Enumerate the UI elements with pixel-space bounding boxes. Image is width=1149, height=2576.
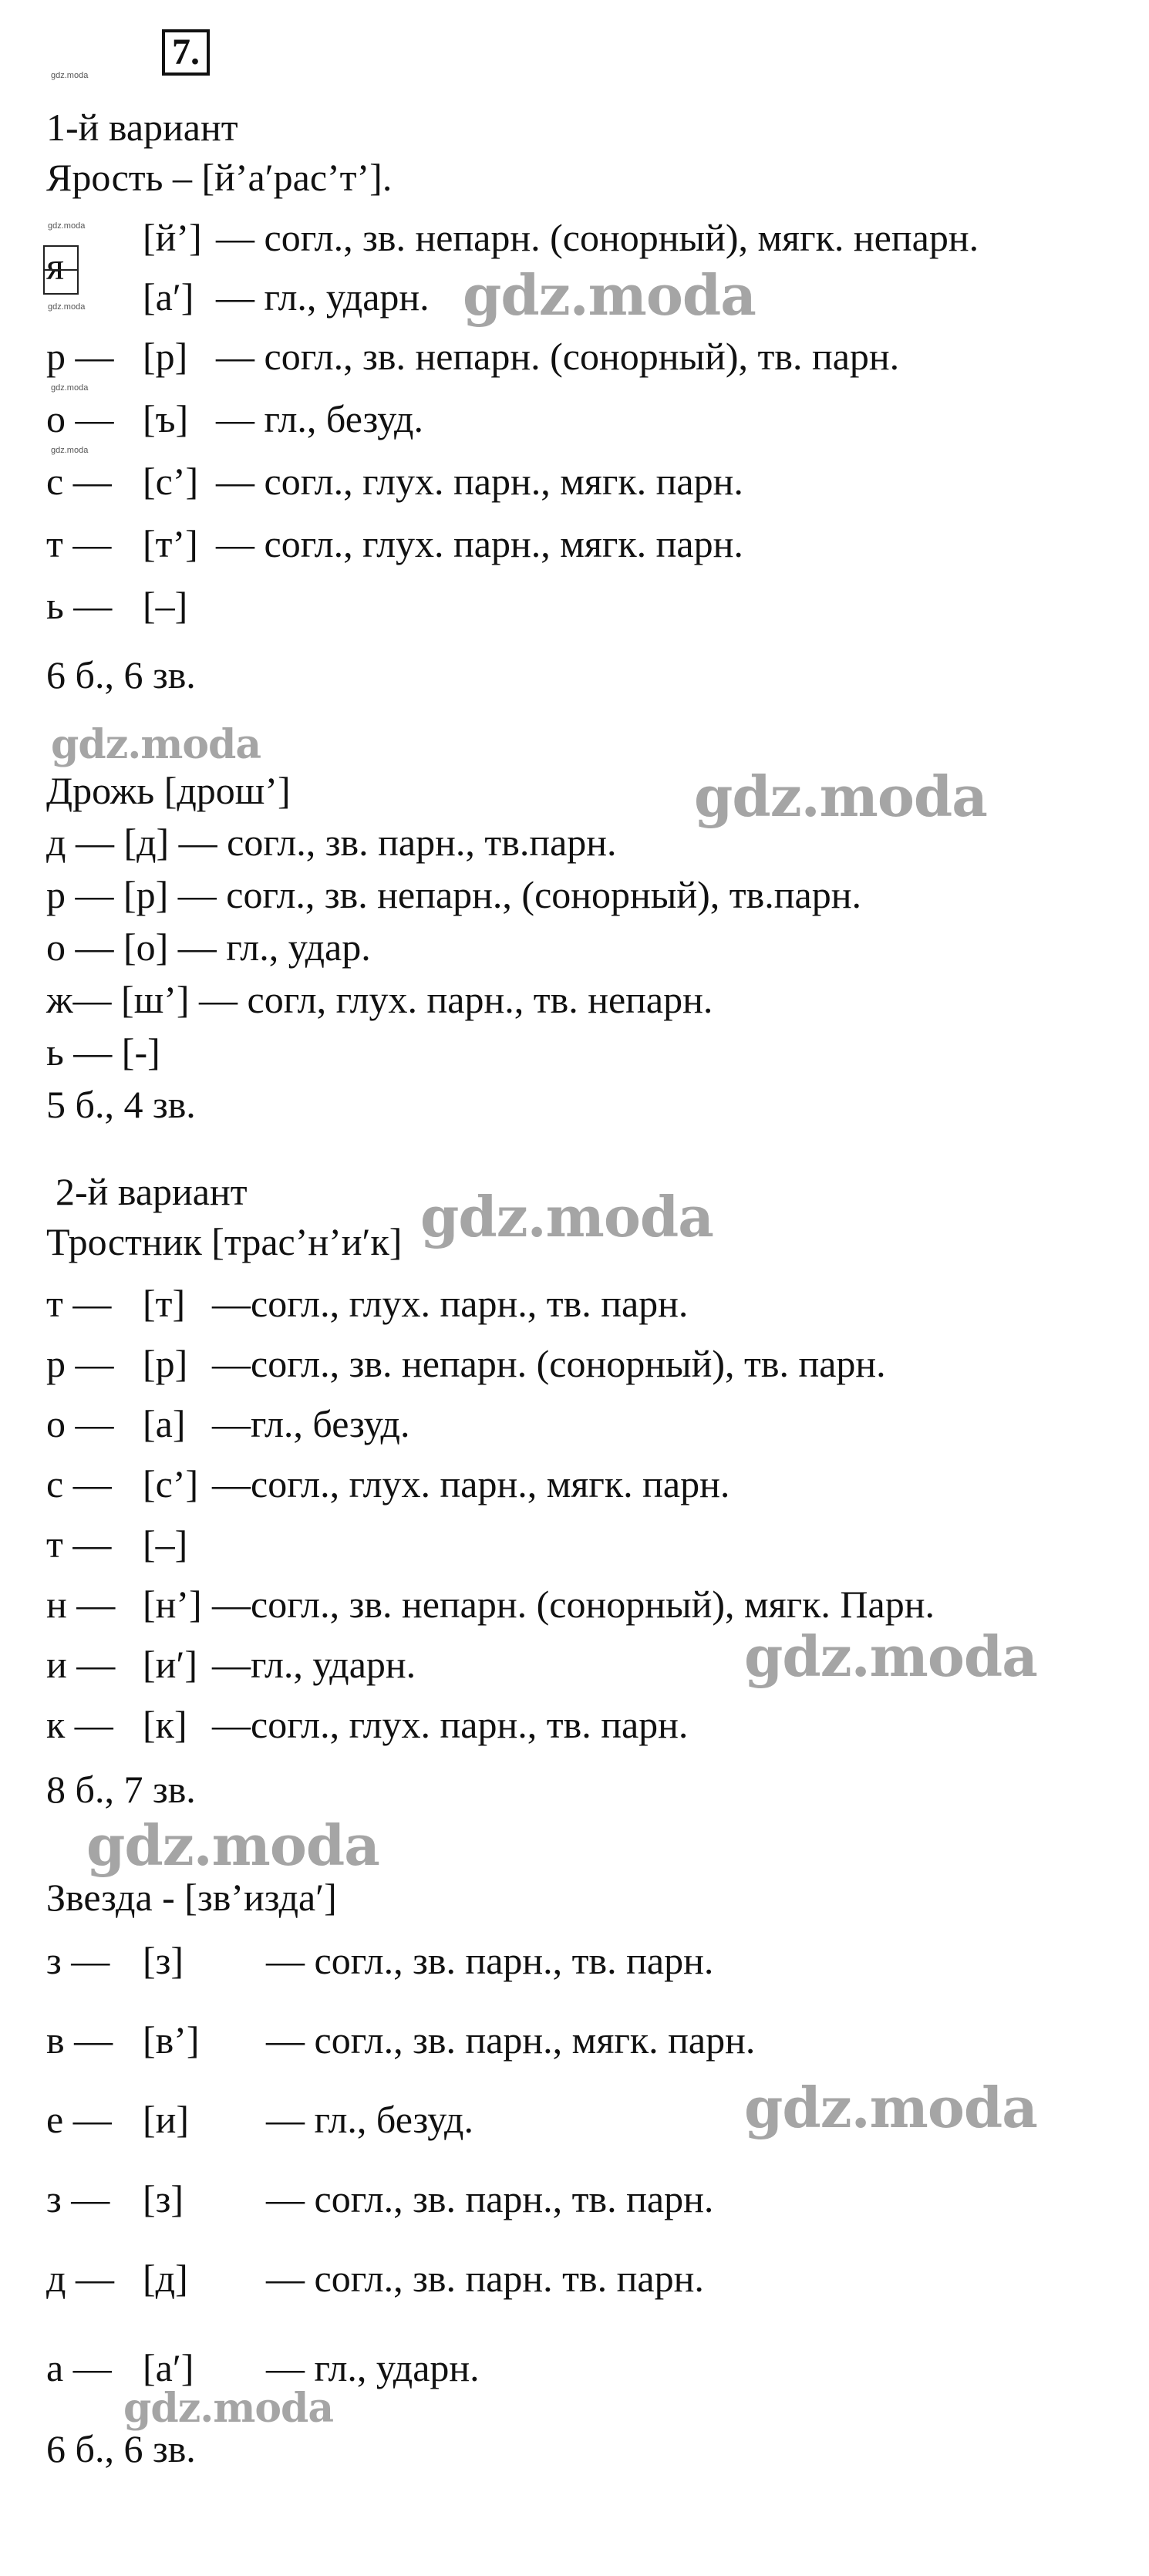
word-title-yarost: Ярость – [й’а′рас’т’]. — [46, 156, 393, 199]
row-letter: т — — [46, 1522, 112, 1566]
sound-row — [46, 582, 1141, 629]
row-sound: [к] — [143, 1703, 187, 1746]
row-letter: е — — [46, 2098, 112, 2141]
watermark-small: gdz.moda — [51, 71, 89, 80]
summary: 5 б., 4 зв. — [46, 1083, 196, 1126]
row-letter: з — — [46, 2177, 110, 2220]
row-letter: о — — [46, 397, 114, 440]
watermark-big: gdz.moda — [86, 1812, 379, 1878]
row-letter: т — — [46, 1282, 112, 1325]
drozh-line: о — [о] — гл., удар. — [46, 926, 371, 969]
row-sound: [н’] — [143, 1583, 202, 1626]
row-sound: [а′] — [143, 2346, 194, 2389]
watermark-big: gdz.moda — [694, 764, 987, 829]
drozh-line: ж— [ш’] — согл, глух. парн., тв. непарн. — [46, 978, 713, 1021]
sound-row — [46, 2255, 1141, 2301]
box-letter: я — [46, 244, 64, 288]
sound-row — [46, 458, 1141, 504]
row-desc: — гл., безуд. — [266, 2098, 473, 2141]
row-desc: — согл., зв. непарн. (сонорный), тв. парн. — [216, 335, 900, 378]
row-desc: —согл., зв. непарн. (сонорный), мягк. Парн. — [212, 1583, 935, 1626]
sound-row — [46, 396, 1141, 442]
row-sound: [с’] — [143, 1462, 199, 1505]
row-letter: ь — — [46, 584, 113, 627]
row-desc: — согл., зв. парн., тв. парн. — [266, 1939, 714, 1982]
row-letter: н — — [46, 1583, 116, 1626]
word-title-trostnik: Тростник [трас’н’и′к] — [46, 1220, 403, 1263]
sound-row — [46, 1937, 1141, 1984]
row-desc: — гл., ударн. — [266, 2346, 480, 2389]
row-desc: —согл., глух. парн., мягк. парн. — [212, 1462, 730, 1505]
variant-1-heading: 1-й вариант — [46, 106, 238, 149]
watermark-small: gdz.moda — [51, 446, 89, 455]
row-sound: [д] — [143, 2257, 188, 2300]
task-number: 7. — [162, 29, 210, 76]
row-sound: [а] — [143, 1402, 186, 1445]
row-sound: [с’] — [143, 460, 199, 503]
row-desc: — согл., глух. парн., мягк. парн. — [216, 460, 743, 503]
row-sound: [р] — [143, 335, 188, 378]
row-desc: — согл., зв. непарн. (сонорный), мягк. непарн. — [216, 216, 979, 259]
row-letter: и — — [46, 1643, 116, 1686]
row-letter: с — — [46, 460, 112, 503]
row-letter: т — — [46, 522, 112, 565]
watermark-small: gdz.moda — [48, 221, 86, 231]
row-desc: — согл., зв. парн., тв. парн. — [266, 2177, 714, 2220]
row-desc: — гл., безуд. — [216, 397, 423, 440]
row-sound: [т’] — [143, 522, 198, 565]
sound-row — [46, 521, 1141, 567]
row-letter: р — — [46, 1342, 114, 1385]
row-sound: [т] — [143, 1282, 186, 1325]
sound-row — [46, 1521, 1141, 1567]
row-sound: [а′] — [143, 275, 194, 319]
row-sound: [з] — [143, 1939, 184, 1982]
word-title-zvezda: Звезда - [зв’изда′] — [46, 1876, 337, 1919]
row-sound: [и] — [143, 2098, 190, 2141]
row-letter: д — — [46, 2257, 114, 2300]
summary: 6 б., 6 зв. — [46, 653, 196, 696]
row-sound: [–] — [143, 1522, 188, 1566]
sound-row — [46, 2176, 1141, 2222]
watermark-big: gdz.moda — [744, 2075, 1037, 2140]
drozh-line: д — [д] — согл., зв. парн., тв.парн. — [46, 821, 617, 864]
summary: 6 б., 6 зв. — [46, 2427, 196, 2470]
row-letter: а — — [46, 2346, 112, 2389]
row-desc: —согл., глух. парн., тв. парн. — [212, 1703, 689, 1746]
drozh-line: р — [р] — согл., зв. непарн., (сонорный), тв.парн. — [46, 873, 861, 916]
watermark-big: gdz.moda — [51, 721, 261, 768]
row-sound: [и′] — [143, 1643, 197, 1686]
sound-row — [46, 1701, 1141, 1748]
row-letter: р — — [46, 335, 114, 378]
row-sound: [в’] — [143, 2018, 200, 2062]
sound-row — [46, 2017, 1141, 2063]
watermark-big: gdz.moda — [420, 1184, 713, 1249]
row-sound: [–] — [143, 584, 188, 627]
row-letter: з — — [46, 1939, 110, 1982]
watermark-big: gdz.moda — [123, 2385, 334, 2432]
row-desc: —согл., глух. парн., тв. парн. — [212, 1282, 689, 1325]
row-desc: — согл., глух. парн., мягк. парн. — [216, 522, 743, 565]
sound-row — [46, 1280, 1141, 1327]
drozh-line: ь — [-] — [46, 1030, 160, 1074]
summary: 8 б., 7 зв. — [46, 1768, 196, 1811]
row-desc: —гл., ударн. — [212, 1643, 416, 1686]
watermark-small: gdz.moda — [51, 383, 89, 393]
watermark-small: gdz.moda — [48, 302, 86, 312]
sound-row — [46, 214, 1141, 261]
row-letter: с — — [46, 1462, 112, 1505]
row-letter: к — — [46, 1703, 113, 1746]
sound-row — [46, 1340, 1141, 1387]
watermark-big: gdz.moda — [463, 262, 756, 328]
row-desc: — гл., ударн. — [216, 275, 430, 319]
sound-row — [46, 2345, 1141, 2391]
row-desc: —согл., зв. непарн. (сонорный), тв. парн. — [212, 1342, 886, 1385]
row-desc: —гл., безуд. — [212, 1402, 410, 1445]
sound-row — [46, 333, 1141, 379]
row-sound: [р] — [143, 1342, 188, 1385]
sound-row — [46, 1401, 1141, 1447]
row-sound: [й’] — [143, 216, 202, 259]
row-sound: [ъ] — [143, 397, 189, 440]
row-letter: в — — [46, 2018, 113, 2062]
row-desc: — согл., зв. парн. тв. парн. — [266, 2257, 704, 2300]
sound-row — [46, 1581, 1141, 1627]
row-sound: [з] — [143, 2177, 184, 2220]
word-title-drozh: Дрожь [дрош’] — [46, 769, 291, 812]
row-letter: о — — [46, 1402, 114, 1445]
watermark-big: gdz.moda — [744, 1623, 1037, 1689]
row-desc: — согл., зв. парн., мягк. парн. — [266, 2018, 756, 2062]
sound-row — [46, 1461, 1141, 1507]
variant-2-heading: 2-й вариант — [56, 1170, 248, 1213]
